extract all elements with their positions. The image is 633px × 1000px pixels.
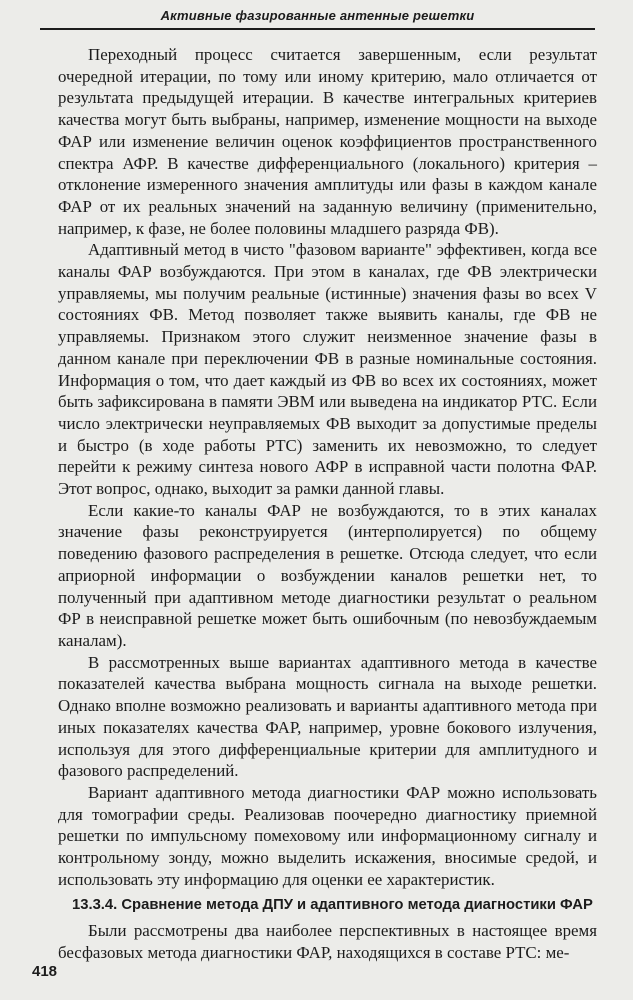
paragraph: Были рассмотрены два наиболее перспективных в настоящее время бесфазовых метода диагностики ФАР, находящихся в составе РТС: ме- bbox=[58, 920, 597, 962]
page-body bbox=[58, 44, 597, 963]
paragraph: Если какие-то каналы ФАР не возбуждаются, то в этих каналах значение фазы реконструируется (интерполируется) по общему поведению фазового распределения в решетке. Отсюда следует, что если априорной информации о возбуждении каналов решетки нет, то полученный при адаптивном методе диагностики результат о реальном ФР в неисправной решетке может быть ошибочным (по невозбуждаемым каналам). bbox=[58, 500, 597, 650]
paragraph: В рассмотренных выше вариантах адаптивного метода в качестве показателей качества выбрана мощность сигнала на выходе решетки. Однако вполне возможно реализовать и варианты адаптивного метода при иных показателях качества ФАР, например, уровне бокового излучения, используя для этого дифференциальные критерии для амплитудного и фазового распределений. bbox=[58, 652, 597, 781]
paragraph: Переходный процесс считается завершенным, если результат очередной итерации, по тому или иному критерию, мало отличается от результата предыдущей итерации. В качестве интегральных критериев качества могут быть выбраны, например, изменение мощности на выходе ФАР или изменение величин оценок коэффициентов пространственного спектра АФР. В качестве дифференциального (локального) критерия – отклонение измеренного значения амплитуды или фазы в каждом канале ФАР от их реальных значений на заданную величину (применительно, например, к фазе, не более половины младшего разряда ФВ). bbox=[58, 45, 597, 238]
page-number: 418 bbox=[32, 963, 58, 980]
section-heading: 13.3.4. Сравнение метода ДПУ и адаптивного метода диагностики ФАР bbox=[72, 897, 593, 914]
paragraph: Адаптивный метод в чисто "фазовом варианте" эффективен, когда все каналы ФАР возбуждаются. При этом в каналах, где ФВ электрически управляемы, мы получим реальные (истинные) значения фазы во всех V состояниях ФВ. Метод позволяет также выявить каналы, где ФВ не управляемы. Признаком этого служит неизменное значение фазы в данном канале при переключении ФВ в разные номинальные состояния. Информация о том, что дает каждый из ФВ во всех их состояниях, может быть зафиксирована в памяти ЭВМ или выведена на индикатор РТС. Если число электрически неуправляемых ФВ выходит за допустимые пределы и быстро (в ходе работы РТС) заменить их невозможно, то следует перейти к режиму синтеза нового АФР в исправной части полотна ФАР. Этот вопрос, однако, выходит за рамки данной главы. bbox=[58, 240, 597, 499]
paragraph: Вариант адаптивного метода диагностики ФАР можно использовать для томографии среды. Реализовав поочередно диагностику приемной решетки по импульсному помеховому или информационному сигналу и контрольному зонду, можно выделить искажения, вносимые средой, и использовать эту информацию для оценки ее характеристик. bbox=[58, 782, 597, 889]
running-header: Активные фазированные антенные решетки bbox=[40, 8, 595, 30]
